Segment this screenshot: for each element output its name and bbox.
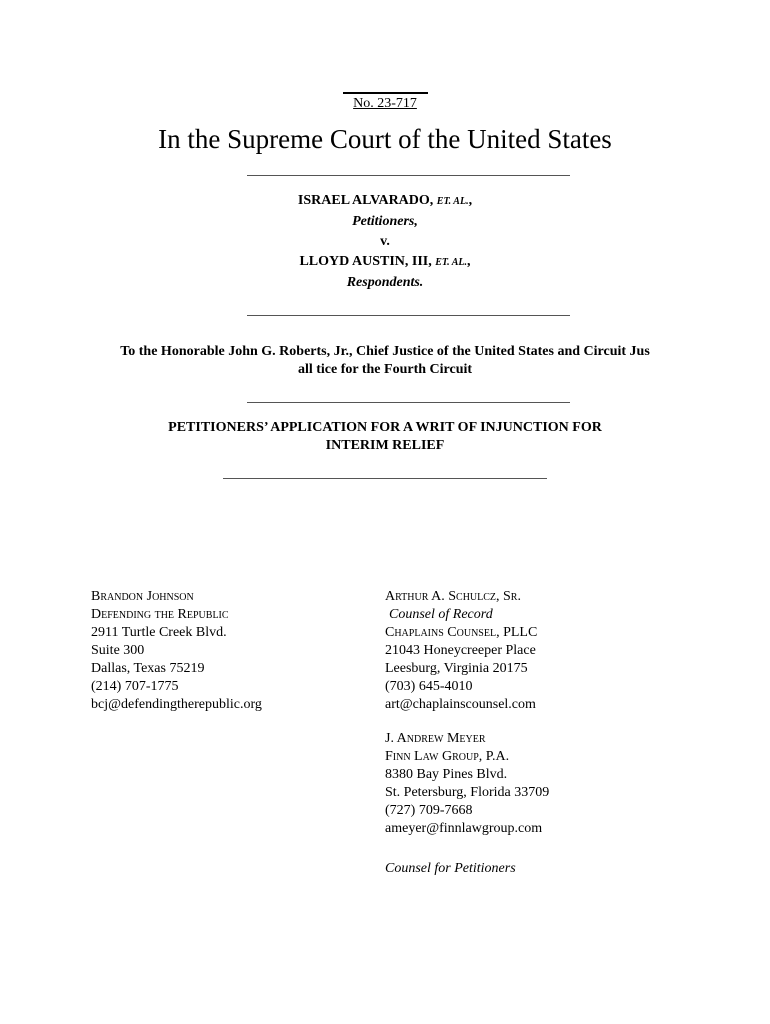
counsel-suite: Suite 300 — [91, 643, 145, 658]
counsel-role: Counsel of Record — [389, 607, 493, 622]
application-title-line-2: INTERIM RELIEF — [325, 438, 445, 453]
counsel-email: ameyer@finnlawgroup.com — [385, 821, 543, 836]
counsel-email: art@chaplainscounsel.com — [385, 697, 536, 712]
petitioner-name: ISRAEL ALVARADO, — [297, 193, 434, 208]
counsel-org: Chaplains Counsel, PLLC — [385, 625, 538, 640]
counsel-right-block-2 — [385, 730, 549, 838]
petitioner-et-al: ET. AL. — [436, 196, 469, 207]
addressee — [0, 343, 770, 379]
divider — [247, 175, 570, 176]
counsel-phone: (703) 645-4010 — [385, 679, 473, 694]
addressee-line-1: To the Honorable John G. Roberts, Jr., Chief Justice of the United States and Circuit Jus — [120, 344, 650, 359]
docket-rule — [343, 92, 428, 94]
counsel-city: Leesburg, Virginia 20175 — [385, 661, 528, 676]
counsel-org: Finn Law Group, P.A. — [385, 749, 510, 764]
docket-number: No. 23-717 — [353, 96, 417, 111]
counsel-left-block — [91, 588, 262, 714]
counsel-name: Arthur A. Schulcz, Sr. — [385, 589, 521, 604]
counsel-for: Counsel for Petitioners — [385, 861, 516, 876]
petitioner-line: ISRAEL ALVARADO, ET. AL., — [297, 193, 473, 208]
counsel-name: J. Andrew Meyer — [385, 731, 486, 746]
counsel-org: Defending the Republic — [91, 607, 229, 622]
respondent-role: Respondents. — [346, 275, 424, 290]
versus: v. — [380, 234, 390, 249]
counsel-street: 21043 Honeycreeper Place — [385, 643, 536, 658]
counsel-city: Dallas, Texas 75219 — [91, 661, 205, 676]
respondent-et-al: ET. AL. — [435, 257, 468, 268]
divider — [223, 478, 547, 479]
counsel-name: Brandon Johnson — [91, 589, 194, 604]
divider — [247, 315, 570, 316]
respondent-name: LLOYD AUSTIN, III, — [299, 254, 432, 269]
addressee-line-2: all tice for the Fourth Circuit — [297, 362, 473, 377]
counsel-phone: (214) 707-1775 — [91, 679, 179, 694]
application-title-line-1: PETITIONERS’ APPLICATION FOR A WRIT OF INJUNCTION FOR — [168, 420, 602, 435]
counsel-street: 8380 Bay Pines Blvd. — [385, 767, 508, 782]
counsel-email: bcj@defendingtherepublic.org — [91, 697, 262, 712]
divider — [247, 402, 570, 403]
counsel-phone: (727) 709-7668 — [385, 803, 473, 818]
court-title: In the Supreme Court of the United States — [158, 124, 612, 154]
respondent-line: LLOYD AUSTIN, III, ET. AL., — [299, 254, 471, 269]
application-title — [0, 419, 770, 455]
counsel-right-block-1 — [385, 588, 537, 714]
counsel-street: 2911 Turtle Creek Blvd. — [91, 625, 227, 640]
caption — [0, 191, 770, 293]
counsel-city: St. Petersburg, Florida 33709 — [385, 785, 550, 800]
petitioner-role: Petitioners, — [352, 214, 418, 229]
